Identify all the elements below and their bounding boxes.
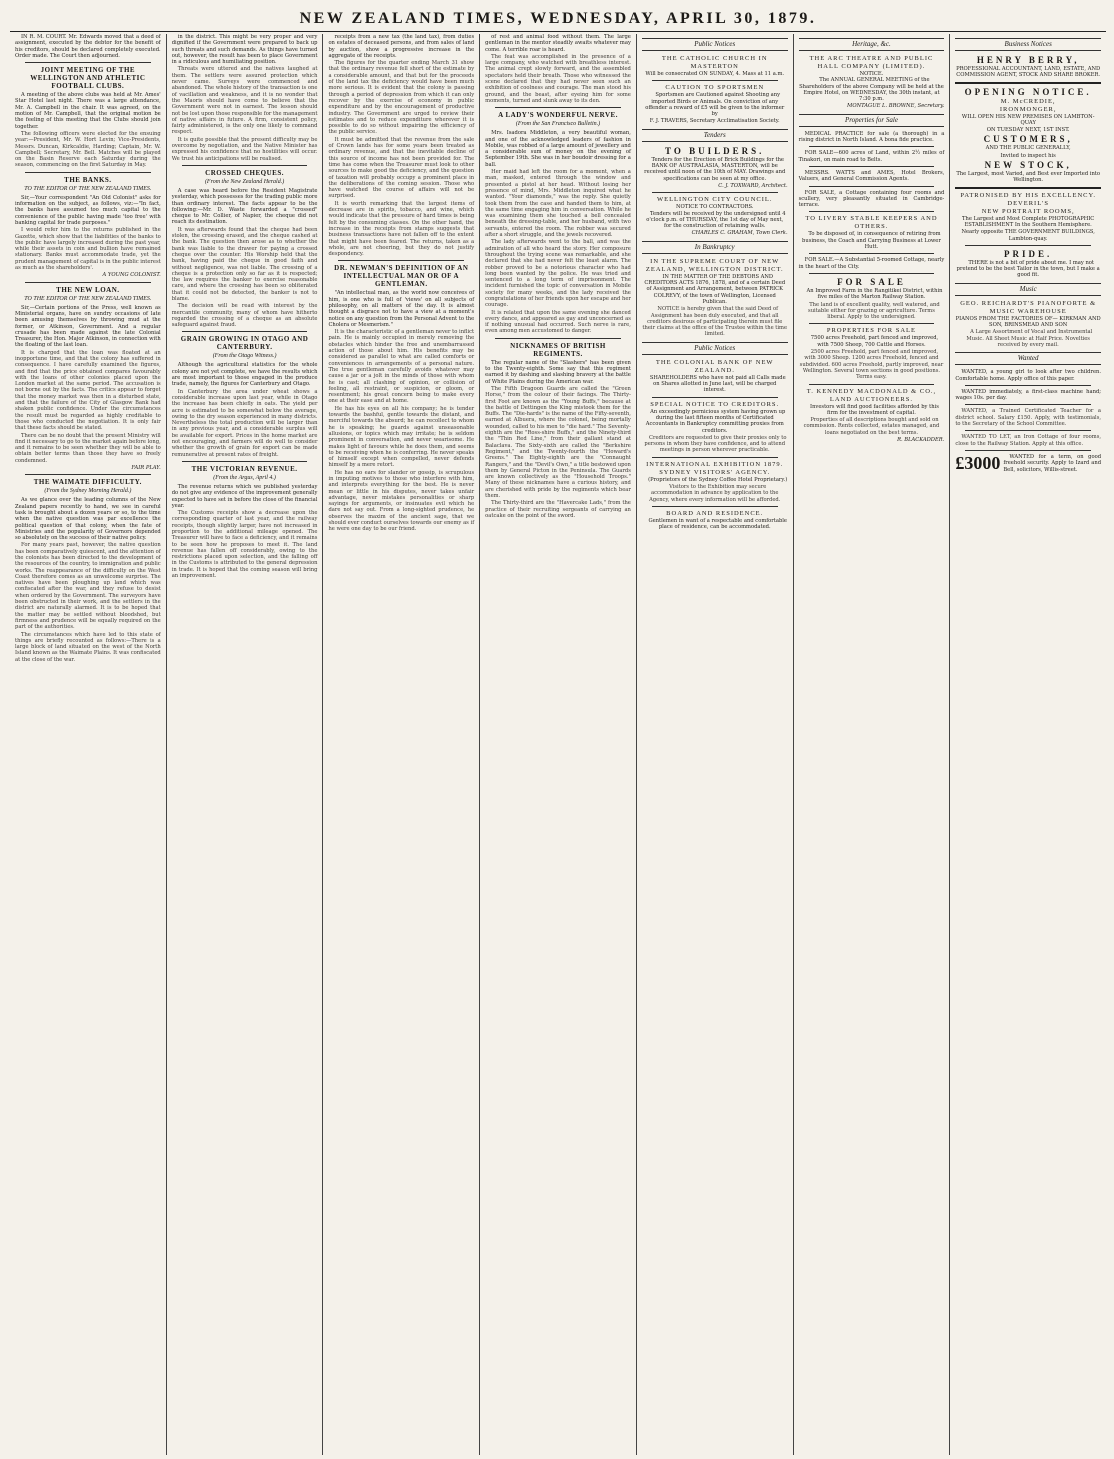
caution-heading: CAUTION TO SPORTSMEN — [665, 84, 765, 92]
patronised-heading: PATRONISED BY HIS EXCELLENCY. — [960, 191, 1096, 199]
sale3-text: FOR SALE.—A Substantial 5-roomed Cottage, nearly in the heart of the City. — [798, 257, 945, 270]
creditors-heading: SPECIAL NOTICE TO CREDITORS. — [650, 400, 780, 408]
colonial-bank-text: SHAREHOLDERS who have not paid all Calls made on Shares allotted in June last, will be charged interest. — [649, 374, 786, 394]
wcc-subheading: NOTICE TO CONTRACTORS. — [675, 204, 754, 211]
pianos-text: PIANOS FROM THE FACTORIES OF— KIRKMAN AND SON, BRINSMEAD AND SON — [955, 315, 1101, 329]
colonial-bank-heading: THE COLONIAL BANK OF NEW ZEALAND. — [655, 358, 774, 374]
col3-top-text: receipts from a new tax (the land tax), from duties on estates of deceased persons, and from sales of land by auction, show a progressive increase in the aggregate of the receipts. — [328, 34, 475, 59]
nerve-subheading: (From the San Francisco Bulletin.) — [515, 121, 601, 128]
nerve-text: Mrs. Isadora Middleton, a very beautiful woman, and one of the acknowledged leaders of fashion in Mobile, was robbed of a large amount of jewellery and a considerable sum of money on the evening of September 19th. She was in her boudoir dressing for a ball. — [485, 130, 631, 168]
theatre-heading: THE ARC THEATRE AND PUBLIC HALL COMPANY (LIMITED). — [809, 55, 934, 70]
wcc-signature: CHARLES C. GRAHAM, Town Clerk. — [691, 230, 788, 237]
victorian-text: The revenue returns which we published yesterday do not give any evidence of the improvement generally expected to have set in before the close of the financial year. — [171, 483, 318, 509]
portrait-rooms: NEW PORTRAIT ROOMS, — [981, 207, 1075, 215]
largest-text: The Largest, most Varied, and Best ever Imported into Wellington. — [956, 171, 1101, 184]
wcc-text: Tenders will be received by the undersigned until 4 o'clock p.m. of THURSDAY, the 1st day of May next, for the construction of retaining walls. — [646, 210, 786, 230]
govt-text: Nearly opposite THE GOVERNMENT BUILDINGS, Lambton-quay. — [961, 229, 1095, 242]
builders-heading: TO BUILDERS. — [665, 145, 765, 156]
grain-subheading: (From the Otago Witness.) — [212, 353, 277, 360]
heritage-header: Heritage, &c. — [799, 38, 945, 51]
builders-text: Tenders for the Erection of Brick Buildings for the BANK OF AUSTRALASIA, MASTERTON, will be received until noon of the 10th of MAY. Drawings and specifications can be seen at my office. — [644, 156, 786, 182]
column-4: of rest and animal food without them. The large gentleman in the mentor steadily awaits whatever may come. A terrible roar is heard. The feat was accomplished in the presence of a large company, who watched with breathless interest. The animal crept slowly forward, and the assembled spectators held their breath. Those who witnessed the scene declared that they had never seen such an exhibition of coolness and courage. The man stood his ground, and the beast, after eyeing him for some moments, turned and slunk away to its den. A LADY'S WONDERFUL NERVE. (From the San Francisco Bulletin.) Mrs. Isadora Middleton, a very beautiful woman, and one of the acknowledged leaders of fashion in Mobile, was robbed of a large amount of jewellery and a considerable sum of money on the evening of September 19th. She was in her boudoir dressing for a ball. Her maid had left the room for a moment, when a man, masked, entered through the window and presented a pistol at her head. Without losing her presence of mind, Mrs. Middleton inquired what he wanted. "Your diamonds," was the reply. She quietly took them from the case and handed them to him, at the same time engaging him in conversation. While he was examining them she touched a bell concealed beneath the dressing-table, and her husband, with two servants, entered the room. The robber was secured after a short struggle, and the jewels recovered. The lady afterwards went to the ball, and was the admiration of all who heard the story. Her composure throughout the trying scene was remarkable, and she declared that she had never felt the least alarm. The robber proved to be a notorious character who had long been wanted by the police. He was tried and sentenced to a long term of imprisonment. The incident furnished the topic of conversation in Mobile society for many weeks, and the lady received the congratulations of her friends upon her escape and her courage. It is related that upon the same evening she danced every dance, and appeared as gay and unconcerned as if nothing unusual had occurred. Such nerve is rare, even among men accustomed to danger. NICKNAMES OF BRITISH REGIMENTS. The regular name of the "Slashers" has been given to the Twenty-eighth. Some say that this regiment earned it by dashing and slashing bravery at the battle of White Plains during the American war. The Fifth Dragoon Guards are called the "Green Horse," from the colour of their facings. The Thirty-first Foot are known as the "Young Buffs," because at the battle of Dettingen the King mistook them for the Buffs. The "Die-hards" is the name of the Fifty-seventh, earned at Albuera, where the colonel, being mortally wounded, called to his men to "die hard." The Seventy-eighth are the "Ross-shire Buffs," and the Ninety-third the "Thin Red Line," from their gallant stand at Balaclava. The Sixty-sixth are called the "Berkshire Regiment," and the Twenty-fourth the "Howard's Greens." The Eighty-eighth are the "Connaught Rangers," and the "Devil's Own," a title bestowed upon them by General Picton in the Peninsula. The Guards are known collectively as the "Household Troops." Many of these nicknames have a curious history, and are cherished with pride by the regiments which bear them. The Thirty-third are the "Havercake Lads," from the practice of their recruiting sergeants of carrying an oatcake on the point of the sword. — [480, 34, 637, 1455]
public-notices-header: Public Notices — [642, 38, 788, 51]
sale-heading: FOR SALE — [837, 276, 906, 287]
henry-berry-heading: HENRY BERRY, — [976, 55, 1080, 65]
wanted-text: WANTED, a young girl to look after two children. Comfortable home. Apply office of this paper. — [955, 369, 1102, 382]
bankruptcy-header: In Bankruptcy — [642, 241, 788, 254]
properties-heading: PROPERTIES FOR SALE — [826, 327, 916, 335]
col4-top-text: of rest and animal food without them. The large gentleman in the mentor steadily awaits whatever may come. A terrible roar is heard. — [485, 34, 631, 53]
church-heading: THE CATHOLIC CHURCH IN MASTERTON — [661, 55, 768, 70]
column-5: Public Notices THE CATHOLIC CHURCH IN MASTERTON Will be consecrated ON SUNDAY, 4. Mass at 11 a.m. CAUTION TO SPORTSMEN Sportsmen are Cautioned against Shooting any imported Birds or Animals. On conviction of any offender a reward of £5 will be given to the informer by F. J. TRAVERS, Secretary Acclimatisation Society. Tenders TO BUILDERS. Tenders for the Erection of Brick Buildings for the BANK OF AUSTRALASIA, MASTERTON, will be received until noon of the 10th of MAY. Drawings and specifications can be seen at my office. C. J. TOXWARD, Architect. WELLINGTON CITY COUNCIL. NOTICE TO CONTRACTORS. Tenders will be received by the undersigned until 4 o'clock p.m. of THURSDAY, the 1st day of May next, for the construction of retaining walls. CHARLES C. GRAHAM, Town Clerk. In Bankruptcy IN THE SUPREME COURT OF NEW ZEALAND, WELLINGTON DISTRICT. IN THE MATTER OF THE DEBTORS AND CREDITORS ACTS 1876, 1878, and of a certain Deed of Assignment and Arrangement, between PATRICK COLREVY, of the town of Wellington, Licensed Publican. NOTICE is hereby given that the said Deed of Assignment has been duly executed, and that all creditors desirous of participating therein must file their claims at the office of the Trustee within the time limited. Public Notices THE COLONIAL BANK OF NEW ZEALAND. SHAREHOLDERS who have not paid all Calls made on Shares allotted in June last, will be charged interest. SPECIAL NOTICE TO CREDITORS. An exceedingly pernicious system having grown up during the last fifteen months of Certificated Accountants in Bankruptcy committing proxies from creditors. Creditors are requested to give their proxies only to persons in whom they have confidence, and to attend meetings in person wherever practicable. INTERNATIONAL EXHIBITION 1879. SYDNEY VISITORS' AGENCY. (Proprietors of the Sydney Coffee Hotel Proprietary.) Visitors to the Exhibition may secure accommodation in advance by application to the Agency, where every information will be afforded. BOARD AND RESIDENCE. Gentlemen in want of a respectable and comfortable place of residence, can be accommodated. — [637, 34, 794, 1455]
reichardt-heading: GEO. REICHARDT'S PIANOFORTE & MUSIC WAREHOUSE — [960, 299, 1097, 315]
kennedy-heading: T. KENNEDY MACDONALD & CO., LAND AUCTIONEERS. — [806, 387, 937, 403]
medical-text: MEDICAL PRACTICE for sale (a thorough) in a rising district in North Island. A bona fide practice. — [798, 130, 945, 144]
properties-header: Properties for Sale — [799, 114, 945, 127]
kennedy-text: Investors will find good facilities afforded by this firm for the investment of capital. — [810, 403, 939, 416]
loan-subheading: TO THE EDITOR OF THE NEW ZEALAND TIMES. — [24, 295, 152, 302]
livery-text: To be disposed of, in consequence of retiring from business, the Coach and Carrying Business at Lower Hutt. — [802, 231, 941, 251]
wcc-heading: WELLINGTON CITY COUNCIL. — [656, 196, 773, 204]
masthead-title: NEW ZEALAND TIMES, WEDNESDAY, APRIL 30, 1879. — [299, 10, 817, 27]
sydney-text: (Proprietors of the Sydney Coffee Hotel Proprietary.) — [648, 476, 788, 483]
wanted-header: Wanted — [955, 352, 1101, 365]
column-2: in the district. This might be very proper and very dignified if the Government were prepared to back up such threats and such demands. As things have turned out, however, the result has been to place Government in a ridiculous and humiliating position. Threats were uttered and the natives laughed at them. The settlers were assured protection which never came. Surveys were commenced and abandoned. The whole history of the transaction is one of vacillation and weakness, and it is no wonder that the Maoris should have come to believe that the Government were not in earnest. The lesson should not be lost upon those responsible for the management of native affairs in future. A firm, consistent policy, fairly administered, is the only one likely to command respect. It is quite possible that the present difficulty may be overcome by negotiation, and the Native Minister has expressed his confidence that no hostilities will occur. We trust his anticipations will be realised. CROSSED CHEQUES. (From the New Zealand Herald.) A case was heard before the Resident Magistrate yesterday, which possesses for the trading public more than ordinary interest. The facts appear to be the following:—Mr. D. Waste forwarded a "crossed" cheque to Mr. Collier, of Napier, the cheque did not reach its destination. It was afterwards found that the cheque had been stolen, the crossing erased, and the cheque cashed at the bank. The question then arose as to whether the bank was liable to the drawer for paying a crossed cheque over the counter. His Worship held that the bank, having paid the cheque in good faith and without negligence, was not liable. The crossing of a cheque is a protection only so far as it is respected; the law requires the banker to exercise reasonable care, and where the crossing has been so obliterated that it could not be detected, the banker is not to blame. The decision will be read with interest by the mercantile community, many of whom have hitherto regarded the crossing of a cheque as an absolute safeguard against fraud. GRAIN GROWING IN OTAGO AND CANTERBURY. (From the Otago Witness.) Although the agricultural statistics for the whole colony are not yet complete, we have the results which are most important to those engaged in the produce trade, namely, the figures for Canterbury and Otago. In Canterbury the area under wheat shows a considerable increase upon last year, while in Otago the increase has been chiefly in oats. The yield per acre is estimated to be somewhat below the average, owing to the dry season experienced in many districts. Nevertheless the total production will be larger than in any previous year, and a considerable surplus will be available for export. Prices in the home market are not encouraging, and farmers will do well to consider whether the growth of grain for export can be made remunerative at present rates of freight. THE VICTORIAN REVENUE. (From the Argus, April 4.) The revenue returns which we published yesterday do not give any evidence of the improvement generally expected to have set in before the close of the financial year. The Customs receipts show a decrease upon the corresponding quarter of last year, and the railway receipts, though slightly larger, have not increased in proportion to the additional mileage opened. The Treasurer will have to face a deficiency, and it remains to be seen how he proposes to meet it. The land revenue has fallen off considerably, owing to the restrictions placed upon selection, and the falling off in the Customs is attributed to the general depression in trade. It is hoped that the coming season will bring an improvement. — [167, 34, 324, 1455]
opening-date: ON TUESDAY NEXT, 1ST INST. — [986, 127, 1070, 134]
crossed-text: A case was heard before the Resident Magistrate yesterday, which possesses for the trading public more than ordinary interest. The facts appear to be the following:—Mr. D. Waste forwarded a "crossed" cheque to Mr. Collier, of Napier, the cheque did not reach its destination. — [171, 187, 318, 226]
properties-text: 7500 acres Freehold, part fenced and improved, with 7500 Sheep, 700 Cattle and Horses. — [810, 335, 939, 348]
banks-subheading: TO THE EDITOR OF THE NEW ZEALAND TIMES. — [24, 185, 152, 192]
waimate-text: As we glance over the leading columns of the New Zealand papers recently to hand, we see in careful task is brought about a dozen years or so, to the time when the native question was par excellence the political question of that colony, when the fate of Ministries and the popularity of Governors depended so absolutely on the success of their native policy. — [15, 497, 161, 542]
photo-text: The Largest and Most Complete PHOTOGRAPHIC ESTABLISHMENT In the Southern Hemisphere. — [962, 215, 1095, 228]
price-3000: £3000 — [955, 453, 1001, 473]
masthead — [10, 6, 1106, 32]
loan-signature: FAIR PLAY. — [131, 465, 161, 472]
crossed-subheading: (From the New Zealand Herald.) — [204, 178, 285, 185]
banks-text: Sir,—Your correspondent "An Old Colonist" asks for information on the subject, as follows, viz:—"In fact, the banks have assumed too much capital to the convenience of the public having made 'too free' with banking capital for trade purposes." — [15, 194, 161, 226]
loan-text: Sir,—Certain portions of the Press, well known as Ministerial organs, have on sundry occasions of late been amusing themselves by throwing mud at the former, or Atkinson, Government. And a regular crusade has been made against the late Colonial Treasurer, the Hon. Major Atkinson, in connection with the floating of the last loan. — [15, 304, 161, 349]
loan-heading: THE NEW LOAN. — [56, 285, 120, 294]
columns — [10, 34, 1106, 1455]
court-tail: IN R. M. COURT. Mr. Edwards moved that a deed of assignment, executed by the debtor for the benefit of his creditors, should be declared completely executed. Order made. The Court then adjourned. — [15, 34, 161, 59]
ironmonger-title: IRONMONGER, — [999, 105, 1057, 113]
deveril-name: DEVERIL'S — [1007, 199, 1049, 207]
opening-text: WILL OPEN HIS NEW PREMISES ON LAMBTON-QUAY — [961, 113, 1095, 126]
public-notices-header-2: Public Notices — [642, 342, 788, 355]
sale1-text: FOR SALE—600 acres of Land, within 2½ miles of Tinakori, on main road to Belts. — [798, 150, 945, 163]
kennedy-signature: R. BLACKADDER. — [897, 436, 945, 443]
board-heading: BOARD AND RESIDENCE. — [666, 509, 764, 517]
builders-signature: C. J. TOXWARD, Architect. — [718, 182, 788, 189]
music-header: Music — [955, 283, 1101, 296]
sale2-text: FOR SALE, a Cottage containing four rooms and scullery, very pleasantly situated in Cambridge-terrace. — [798, 189, 945, 209]
creditors-text: An exceedingly pernicious system having grown up during the last fifteen months of Certificated Accountants in Bankruptcy committing proxies from creditors. — [645, 408, 786, 434]
church-text: Will be consecrated ON SUNDAY, 4. Mass at 11 a.m. — [645, 71, 785, 77]
wanted2-text: WANTED immediately, a first-class machine hand; wages 10s. per day. — [955, 388, 1102, 402]
wanted3-text: WANTED for a term, on good freehold security. Apply to Izard and Bell, solicitors, Willis-street. — [1003, 453, 1102, 473]
theatre-subheading: NOTICE. — [859, 71, 884, 77]
livery-heading: TO LIVERY STABLE KEEPERS AND OTHERS. — [805, 215, 938, 231]
caution-signature: F. J. TRAVERS, Secretary Acclimatisation Society. — [649, 118, 780, 125]
meeting-heading: JOINT MEETING OF THE WELLINGTON AND ATHLETIC FOOTBALL CLUBS. — [30, 66, 146, 91]
theatre-signature: MONTAGUE L. BROWNE, Secretary. — [847, 103, 945, 110]
court-heading: IN THE SUPREME COURT OF NEW ZEALAND, WELLINGTON DISTRICT. — [645, 257, 784, 273]
grain-heading: GRAIN GROWING IN OTAGO AND CANTERBURY. — [180, 335, 309, 352]
col2-top-text: in the district. This might be very proper and very dignified if the Government were prepared to back up such threats and such demands. As things have turned out, however, the result has been to place Government in a ridiculous and humiliating position. — [171, 34, 318, 66]
watts-text: MESSRS. WATTS and AMES, Hotel Brokers, Valuers, and General Commission Agents. — [798, 169, 945, 183]
column-1: IN R. M. COURT. Mr. Edwards moved that a deed of assignment, executed by the debtor for the benefit of his creditors, should be declared completely executed. Order made. The Court then adjourned. JOINT MEETING OF THE WELLINGTON AND ATHLETIC FOOTBALL CLUBS. A meeting of the above clubs was held at Mr. Ames' Star Hotel last night. There was a large attendance, Mr. A. Campbell in the chair. It was agreed, on the motion of Mr. Campbell, that the original motion be the feeling of this meeting that the Clubs should join together. The following officers were elected for the ensuing year:—President, Mr. W. Hort Levin; Vice-Presidents, Messrs. Duncan, Kirkcaldie, Harding; Captain, Mr. W. Campbell; Secretary, Mr. Bell. Matches will be played on the Basin Reserve each Saturday during the season, commencing on the first Saturday in May. THE BANKS. TO THE EDITOR OF THE NEW ZEALAND TIMES. Sir,—Your correspondent "An Old Colonist" asks for information on the subject, as follows, viz:—"In fact, the banks have assumed too much capital to the convenience of the public having made 'too free' with banking capital for trade purposes." I would refer him to the returns published in the Gazette, which show that the liabilities of the banks to the public have largely increased during the past year, while their assets in coin and bullion have remained stationary. Banks must accommodate trade, yet the prudent management of capital is in the public interest as much as the shareholders'. A YOUNG COLONIST. THE NEW LOAN. TO THE EDITOR OF THE NEW ZEALAND TIMES. Sir,—Certain portions of the Press, well known as Ministerial organs, have on sundry occasions of late been amusing themselves by throwing mud at the former, or Atkinson, Government. And a regular crusade has been made against the late Colonial Treasurer, the Hon. Major Atkinson, in connection with the floating of the last loan. It is charged that the loan was floated at an inopportune time, and that the colony has suffered in consequence. I have carefully examined the figures, and find that the price obtained compares favourably with the loans of other colonies placed upon the London market at the same period. The accusation is not borne out by the facts. The critics appear to forget that the money market was then in a disturbed state, and that the failure of the City of Glasgow Bank had shaken public confidence. Under the circumstances the result must be regarded as highly creditable to those who conducted the negotiation. It is only fair that these facts should be stated. There can be no doubt that the present Ministry will find it necessary to go to the market again before long, and it remains to be seen whether they will be able to obtain better terms than those they have so freely condemned. FAIR PLAY. THE WAIMATE DIFFICULTY. (From the Sydney Morning Herald.) As we glance over the leading columns of the New Zealand papers recently to hand, we see in careful task is brought about a dozen years or so, to the time when the native question was par excellence the political question of that colony, when the fate of Ministries and the popularity of Governors depended so absolutely on the success of their native policy. For many years past, however, the native question has been comparatively quiescent, and the attention of the colonists has been directed to the development of the resources of the country, to immigration and public works. The reappearance of the difficulty on the West Coast therefore comes as an unwelcome surprise. The natives have been ploughing up land which was confiscated after the war, and they refuse to desist when ordered by the Government. The surveyors have been obstructed in their work, and the settlers in the district are naturally alarmed. It is to be hoped that the matter may be settled without bloodshed, but firmness and prudence will be equally required on the part of the authorities. The circumstances which have led to this state of things are briefly recounted as follows:—There is a large block of land situated on the west of the North Island known as the Waimate Plains. It was confiscated at the close of the war. — [10, 34, 167, 1455]
court-text: IN THE MATTER OF THE DEBTORS AND CREDITORS ACTS 1876, 1878, and of a certain Deed of Assignment and Arrangement, between PATRICK COLREVY, of the town of Wellington, Licensed Publican. — [644, 273, 786, 305]
nicknames-heading: NICKNAMES OF BRITISH REGIMENTS. — [510, 341, 606, 358]
waimate-heading: THE WAIMATE DIFFICULTY. — [33, 478, 142, 487]
crossed-heading: CROSSED CHEQUES. — [205, 168, 284, 177]
pride-heading: PRIDE. — [1004, 248, 1053, 259]
meeting-text: A meeting of the above clubs was held at Mr. Ames' Star Hotel last night. There was a large attendance, Mr. A. Campbell in the chair. It was agreed, on the motion of Mr. Campbell, that the original motion be the feeling of this meeting that the Clubs should join together. — [15, 92, 161, 130]
caution-text: Sportsmen are Cautioned against Shooting any imported Birds or Animals. On conviction of any offender a reward of £5 will be given to the informer by — [645, 92, 785, 118]
sale-text: An Improved Farm in the Rangitikei District, within five miles of the Marton Railway Station. — [806, 287, 943, 301]
newman-heading: DR. NEWMAN'S DEFINITION OF AN INTELLECTUAL MAN OR OF A GENTLEMAN. — [334, 264, 469, 289]
new-stock-heading: NEW STOCK, — [984, 160, 1072, 171]
customers-heading: CUSTOMERS, — [983, 134, 1073, 145]
banks-heading: THE BANKS. — [64, 175, 112, 184]
invited-text: Invited to inspect his — [1000, 152, 1056, 159]
banks-signature: A YOUNG COLONIST. — [102, 272, 161, 279]
column-6: Heritage, &c. THE ARC THEATRE AND PUBLIC HALL COMPANY (LIMITED). NOTICE. The ANNUAL GENERAL MEETING of the Shareholders of the above Company will be held at the Empire Hotel, on WEDNESDAY, the 30th instant, at 7:30 p.m. MONTAGUE L. BROWNE, Secretary. Properties for Sale MEDICAL PRACTICE for sale (a thorough) in a rising district in North Island. A bona fide practice. FOR SALE—600 acres of Land, within 2½ miles of Tinakori, on main road to Belts. MESSRS. WATTS and AMES, Hotel Brokers, Valuers, and General Commission Agents. FOR SALE, a Cottage containing four rooms and scullery, very pleasantly situated in Cambridge-terrace. TO LIVERY STABLE KEEPERS AND OTHERS. To be disposed of, in consequence of retiring from business, the Coach and Carrying Business at Lower Hutt. FOR SALE.—A Substantial 5-roomed Cottage, nearly in the heart of the City. FOR SALE An Improved Farm in the Rangitikei District, within five miles of the Marton Railway Station. The land is of excellent quality, well watered, and suitable either for grazing or agriculture. Terms liberal. Apply to the undersigned. PROPERTIES FOR SALE 7500 acres Freehold, part fenced and improved, with 7500 Sheep, 700 Cattle and Horses. 2500 acres Freehold, part fenced and improved, with 3000 Sheep. 1200 acres Freehold, fenced and subdivided. 600 acres Freehold, partly improved, near Wellington. Several town sections in good positions. Terms easy. T. KENNEDY MACDONALD & CO., LAND AUCTIONEERS. Investors will find good facilities afforded by this firm for the investment of capital. Properties of all descriptions bought and sold on commission. Rents collected, estates managed, and loans negotiated on the best terms. R. BLACKADDER. — [794, 34, 951, 1455]
business-notices-header: Business Notices — [955, 38, 1101, 51]
meeting-filler: The following officers were elected for the ensuing year:—President, Mr. W. Hort Levin; Vice-Presidents, Messrs. Duncan, Kirkcaldie, Harding; Captain, Mr. W. Campbell; Secretary, Mr. Bell. Matches will be played on the Basin Reserve each Saturday during the season, commencing on the first Saturday in May. — [15, 130, 161, 169]
victorian-heading: THE VICTORIAN REVENUE. — [191, 464, 298, 473]
public-generally: AND THE PUBLIC GENERALLY, — [985, 145, 1071, 152]
henry-berry-text: PROFESSIONAL ACCOUNTANT, LAND, ESTATE, AND COMMISSION AGENT, STOCK AND SHARE BROKER. — [956, 66, 1101, 79]
nerve-heading: A LADY'S WONDERFUL NERVE. — [498, 111, 618, 120]
grain-text: Although the agricultural statistics for the whole colony are not yet complete, we have the results which are most important to those engaged in the produce trade, namely, the figures for Canterbury and Otago. — [171, 362, 318, 388]
column-3: receipts from a new tax (the land tax), from duties on estates of deceased persons, and from sales of land by auction, show a progressive increase in the aggregate of the receipts. The figures for the quarter ending March 31 show that the ordinary revenue fell short of the estimate by a considerable amount, and that but for the proceeds of the land tax the deficiency would have been much more serious. It is evident that the colony is passing through a period of depression from which it can only recover by the exercise of economy in public expenditure and by the encouragement of productive industry. The Government are urged to review their estimates and to reduce expenditure wherever it is possible to do so without impairing the efficiency of the public service. It must be admitted that the revenue from the sale of Crown lands has for some years been treated as ordinary revenue, and that the inevitable decline of this source of income has not been provided for. The time has come when the Treasurer must look to other sources to make good the deficiency, and the question of taxation will probably occupy a prominent place in the deliberations of the coming session. Those who have watched the course of affairs will not be surprised. It is worth remarking that the largest items of decrease are in spirits, tobacco, and wine, which would indicate that the pressure of hard times is being felt by the consuming classes. On the other hand, the increase in the receipts from stamps suggests that business transactions have not fallen off to the extent that might have been feared. The returns, taken as a whole, are not cheering, but they do not justify despondency. DR. NEWMAN'S DEFINITION OF AN INTELLECTUAL MAN OR OF A GENTLEMAN. "An intellectual man, as the world now conceives of him, is one who is full of 'views' on all subjects of philosophy, on all matters of the day. It is almost thought a disgrace not to have a view at a moment's notice on any question from the Personal Advent to the Cholera or Mesmerism." It is the characteristic of a gentleman never to inflict pain. He is mainly occupied in merely removing the obstacles which hinder the free and unembarrassed action of those about him. His benefits may be considered as parallel to what are called comforts or conveniences in arrangements of a personal nature. The true gentleman carefully avoids whatever may cause a jar or a jolt in the minds of those with whom he is cast; all clashing of opinion, or collision of feeling, all restraint, or suspicion, or gloom, or resentment; his great concern being to make every one at their ease and at home. He has his eyes on all his company; he is tender towards the bashful, gentle towards the distant, and merciful towards the absurd; he can recollect to whom he is speaking; he guards against unseasonable allusions, or topics which may irritate; he is seldom prominent in conversation, and never wearisome. He makes light of favours while he does them, and seems to be receiving when he is conferring. He never speaks of himself except when compelled, never defends himself by a mere retort. He has no ears for slander or gossip, is scrupulous in imputing motives to those who interfere with him, and interprets everything for the best. He is never mean or little in his disputes, never takes unfair advantage, never mistakes personalities or sharp sayings for arguments, or insinuates evil which he dare not say out. From a long-sighted prudence, he observes the maxim of the ancient sage, that we should ever conduct ourselves towards our enemy as if he were one day to be our friend. — [323, 34, 480, 1455]
waimate-subheading: (From the Sydney Morning Herald.) — [44, 488, 132, 495]
newman-text: "An intellectual man, as the world now conceives of him, is one who is full of 'views' on all subjects of philosophy, on all matters of the day. It is almost thought a disgrace not to have a view at a moment's notice on any question from the Personal Advent to the Cholera or Mesmerism." — [328, 290, 475, 328]
board-text: Gentlemen in want of a respectable and comfortable place of residence, can be accommodated. — [648, 517, 787, 531]
tenders-header: Tenders — [642, 129, 788, 142]
pride-text: THERE is not a bit of pride about me. I may not pretend to be the best Tailor in the town, but I make a good fit. — [956, 259, 1100, 279]
nicknames-text: The regular name of the "Slashers" has been given to the Twenty-eighth. Some say that this regiment earned it by dashing and slashing bravery at the battle of White Plains during the American war. — [485, 359, 631, 385]
theatre-text: The ANNUAL GENERAL MEETING of the Shareholders of the above Company will be held at the Empire Hotel, on WEDNESDAY, the 30th instant, at 7:30 p.m. — [799, 77, 944, 103]
opening-notice-heading: OPENING NOTICE. — [964, 86, 1092, 97]
column-7: Business Notices HENRY BERRY, PROFESSIONAL ACCOUNTANT, LAND, ESTATE, AND COMMISSION AGENT, STOCK AND SHARE BROKER. OPENING NOTICE. M. McCREDIE, IRONMONGER, WILL OPEN HIS NEW PREMISES ON LAMBTON-QUAY ON TUESDAY NEXT, 1ST INST. CUSTOMERS, AND THE PUBLIC GENERALLY, Invited to inspect his NEW STOCK, The Largest, most Varied, and Best ever Imported into Wellington. PATRONISED BY HIS EXCELLENCY. DEVERIL'S NEW PORTRAIT ROOMS, The Largest and Most Complete PHOTOGRAPHIC ESTABLISHMENT In the Southern Hemisphere. Nearly opposite THE GOVERNMENT BUILDINGS, Lambton-quay. PRIDE. THERE is not a bit of pride about me. I may not pretend to be the best Tailor in the town, but I make a good fit. Music GEO. REICHARDT'S PIANOFORTE & MUSIC WAREHOUSE PIANOS FROM THE FACTORIES OF— KIRKMAN AND SON, BRINSMEAD AND SON A Large Assortment of Vocal and Instrumental Music. All Sheet Music at Half Price. Novelties received by every mail. Wanted WANTED, a young girl to look after two children. Comfortable home. Apply office of this paper. WANTED immediately, a first-class machine hand; wages 10s. per day. WANTED, a Trained Certificated Teacher for a district school. Salary £150. Apply, with testimonials, to the Secretary of the School Committee. WANTED TO LET, an Iron Cottage of four rooms, close to the Railway Station. Apply at this office. £3000 WANTED for a term, on good freehold security. Apply to Izard and Bell, solicitors, Willis-street. — [955, 40, 1102, 473]
sydney-heading: INTERNATIONAL EXHIBITION 1879. SYDNEY VISITORS' AGENCY. — [646, 460, 784, 476]
victorian-subheading: (From the Argus, April 4.) — [213, 474, 276, 481]
mccredie-name: M. McCREDIE, — [1000, 97, 1056, 105]
